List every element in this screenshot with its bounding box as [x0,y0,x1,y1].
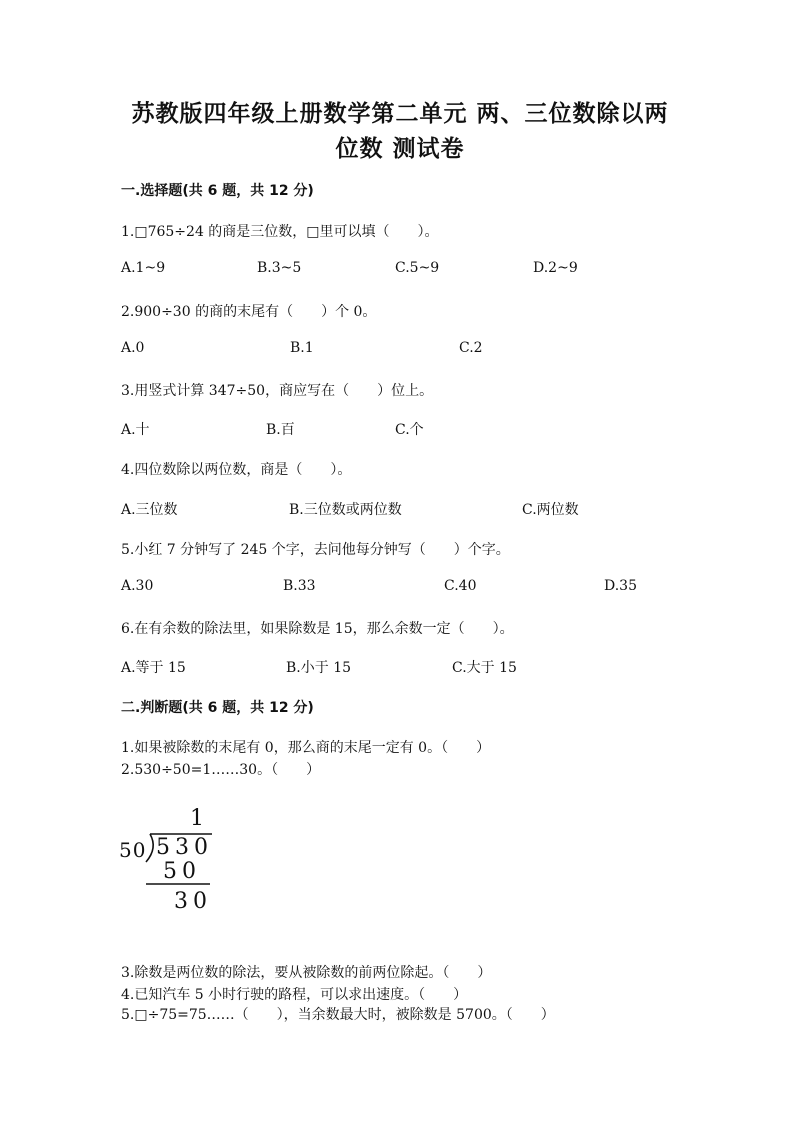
option-a[interactable]: A.30 [121,578,154,594]
option-b[interactable]: B.1 [290,340,314,356]
question-text: 3.用竖式计算 347÷50，商应写在（ ）位上。 [121,383,434,399]
tf-question: 5.□÷75=75……（ ），当余数最大时，被除数是 5700。（ ） [121,1007,555,1023]
question-text: 6.在有余数的除法里，如果除数是 15，那么余数一定（ ）。 [121,621,514,637]
option-b[interactable]: B.百 [266,422,295,438]
option-b[interactable]: B.三位数或两位数 [289,502,402,518]
tf-question: 1.如果被除数的末尾有 0，那么商的末尾一定有 0。（ ） [121,740,491,756]
option-c[interactable]: C.40 [444,578,477,594]
page-title-line1: 苏教版四年级上册数学第二单元 两、三位数除以两 [131,101,669,127]
ld-divisor: 50 [119,838,147,862]
option-c[interactable]: C.2 [459,340,483,356]
section-heading-true-false: 二.判断题(共 6 题，共 12 分) [121,700,314,716]
ld-product: 50 [163,859,201,884]
ld-remainder: 30 [174,889,212,914]
option-a[interactable]: A.三位数 [121,502,178,518]
option-a[interactable]: A.等于 15 [121,660,186,676]
tf-question: 3.除数是两位数的除法，要从被除数的前两位除起。（ ） [121,965,492,981]
option-b[interactable]: B.33 [283,578,316,594]
option-a[interactable]: A.0 [121,340,145,356]
tf-question: 4.已知汽车 5 小时行驶的路程，可以求出速度。（ ） [121,987,468,1003]
option-d[interactable]: D.35 [604,578,637,594]
ld-dividend: 530 [156,835,213,860]
question-text: 1.□765÷24 的商是三位数，□里可以填（ ）。 [121,224,439,240]
option-c[interactable]: C.5~9 [395,260,440,276]
option-b[interactable]: B.3~5 [257,260,302,276]
option-c[interactable]: C.两位数 [522,502,579,518]
option-b[interactable]: B.小于 15 [286,660,352,676]
page-title-line2: 位数 测试卷 [335,136,465,162]
tf-question: 2.530÷50=1……30。（ ） [121,762,321,778]
option-c[interactable]: C.大于 15 [452,660,517,676]
option-a[interactable]: A.十 [121,422,150,438]
question-text: 4.四位数除以两位数，商是（ ）。 [121,462,352,478]
option-d[interactable]: D.2~9 [533,260,578,276]
option-a[interactable]: A.1~9 [121,260,166,276]
question-text: 5.小红 7 分钟写了 245 个字，去问他每分钟写（ ）个字。 [121,542,510,558]
section-heading-choice: 一.选择题(共 6 题，共 12 分) [121,183,314,199]
option-c[interactable]: C.个 [395,422,424,438]
question-text: 2.900÷30 的商的末尾有（ ）个 0。 [121,304,377,320]
ld-quotient: 1 [190,806,209,831]
